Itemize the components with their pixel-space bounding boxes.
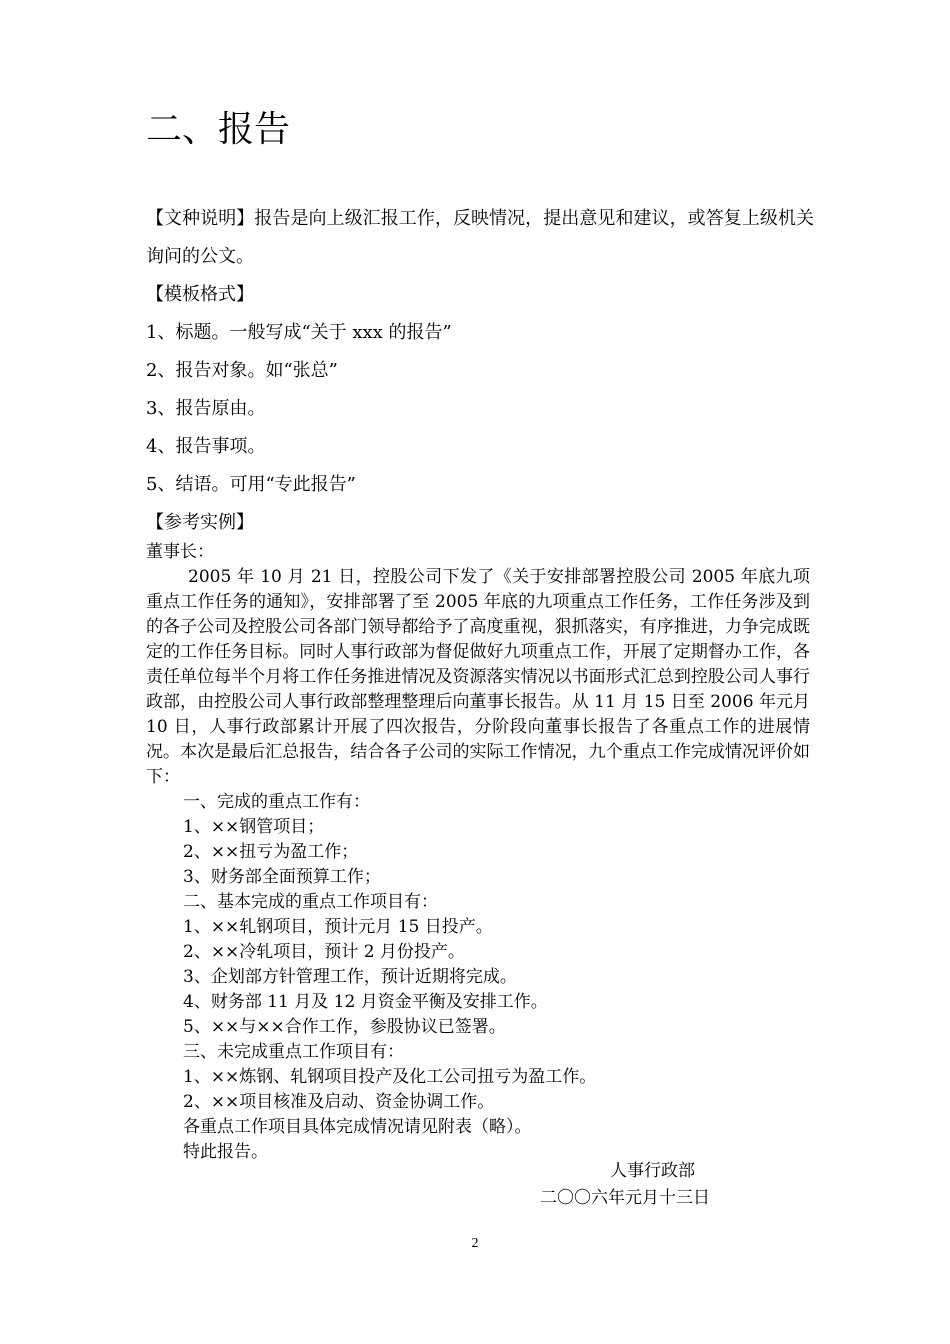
signature-date: 二〇〇六年元月十三日 — [540, 1188, 710, 1208]
genre-description: 【文种说明】报告是向上级汇报工作，反映情况，提出意见和建议，或答复上级机关询问的公文。 — [146, 208, 814, 267]
template-item: 4、报告事项。 — [146, 436, 266, 457]
report-line: 2、××项目核准及启动、资金协调工作。 — [183, 1092, 495, 1112]
report-body-paragraph: 2005 年 10 月 21 日，控股公司下发了《关于安排部署控股公司 2005 年底九项重点工作任务的通知》，安排部署了至 2005 年底的九项重点工作任务，工作任务涉及到的各子公司及控股公司各部门领导都给予了高度重视，狠抓落实，有序推进，力争完成既定的工作任务目标。同时人事行政部为督促做好九项重点工作，开展了定期督办工作，各责任单位每半个月将工作任务推进情况及资源落实情况以书面形式汇总到控股公司人事行政部，由控股公司人事行政部整理整理后向董事长报告。从 11 月 15 日至 2006 年元月 10 日，人事行政部累计开展了四次报告，分阶段向董事长报告了各重点工作的进展情况。本次是最后汇总报告，结合各子公司的实际工作情况，九个重点工作完成情况评价如下： — [146, 567, 810, 787]
template-item: 3、报告原由。 — [146, 398, 266, 419]
report-line: 5、××与××合作工作，参股协议已签署。 — [183, 1017, 506, 1037]
report-line: 二、基本完成的重点工作项目有： — [183, 892, 438, 912]
template-item: 2、报告对象。如“张总” — [146, 360, 338, 381]
report-line: 各重点工作项目具体完成情况请见附表（略）。 — [183, 1117, 532, 1137]
report-line: 1、××轧钢项目，预计元月 15 日投产。 — [183, 917, 493, 937]
signature-department: 人事行政部 — [610, 1161, 695, 1181]
report-line: 特此报告。 — [183, 1142, 268, 1162]
report-line: 1、××钢管项目； — [183, 817, 325, 837]
salutation: 董事长： — [146, 542, 214, 562]
template-item: 1、标题。一般写成“关于 xxx 的报告” — [146, 322, 452, 343]
report-line: 4、财务部 11 月及 12 月资金平衡及安排工作。 — [183, 992, 548, 1012]
section-heading: 二、报告 — [146, 109, 291, 150]
template-item: 5、结语。可用“专此报告” — [146, 474, 356, 495]
reference-example-label: 【参考实例】 — [146, 512, 254, 533]
example-report — [146, 540, 810, 1165]
report-line: 2、××扭亏为盈工作； — [183, 842, 359, 862]
report-line: 一、完成的重点工作有： — [183, 792, 370, 812]
intro-section — [146, 200, 814, 542]
template-format-label: 【模板格式】 — [146, 284, 254, 305]
page-number: 2 — [471, 1236, 479, 1251]
report-line: 3、企划部方针管理工作，预计近期将完成。 — [183, 967, 517, 987]
report-line: 三、未完成重点工作项目有： — [183, 1042, 404, 1062]
report-line: 3、财务部全面预算工作； — [183, 867, 381, 887]
signature-block — [540, 1158, 730, 1212]
report-line: 1、××炼钢、轧钢项目投产及化工公司扭亏为盈工作。 — [183, 1067, 597, 1087]
report-line: 2、××冷轧项目，预计 2 月份投产。 — [183, 942, 465, 962]
